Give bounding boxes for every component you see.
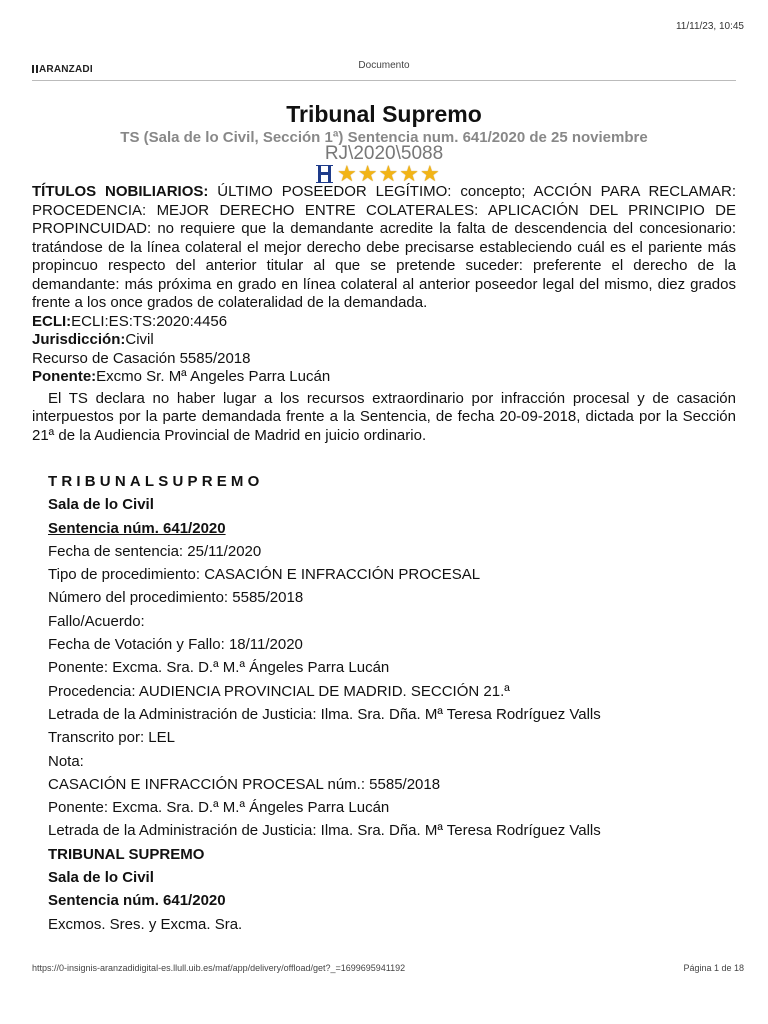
sentencia-heading: Sentencia núm. 641/2020 xyxy=(48,519,226,537)
sala-heading: Sala de lo Civil xyxy=(48,496,154,514)
sala-heading-2: Sala de lo Civil xyxy=(48,869,154,887)
court-heading xyxy=(48,470,748,493)
print-timestamp: 11/11/23, 10:45 xyxy=(675,21,744,32)
casacion-row: CASACIÓN E INFRACCIÓN PROCESAL núm.: 5585/2018 xyxy=(48,775,441,793)
h-icon xyxy=(316,165,333,183)
ecli-line xyxy=(32,313,736,332)
jurisdiccion-label: Jurisdicción: xyxy=(32,331,126,348)
reference-number: RJ\2020\5088 xyxy=(324,143,444,164)
document-summary-section xyxy=(32,183,736,445)
ponente-row-2: Ponente: Excma. Sra. D.ª M.ª Ángeles Parra Lucán xyxy=(48,799,390,817)
procedencia-row: Procedencia: AUDIENCIA PROVINCIAL DE MADRID. SECCIÓN 21.ª xyxy=(48,682,510,700)
magistrados-row: Excmos. Sres. y Excma. Sra. xyxy=(48,915,243,933)
ponente-line xyxy=(32,368,736,387)
page-title: Tribunal Supremo xyxy=(286,101,482,127)
ponente-value: Excmo Sr. Mª Angeles Parra Lucán xyxy=(96,368,331,385)
court-spaced: TRIBUNALSUPREMO xyxy=(48,473,264,490)
star-icon: ★ xyxy=(399,161,419,186)
sentencia-heading-2: Sentencia núm. 641/2020 xyxy=(48,892,226,910)
star-icon: ★ xyxy=(337,161,357,186)
star-icon: ★ xyxy=(378,161,399,186)
nota-row: Nota: xyxy=(48,752,84,770)
star-icon: ★ xyxy=(419,161,440,186)
footer-url: https://0-insignis-aranzadidigital-es.llull.uib.es/maf/app/delivery/offload/get?_=1699695941192 xyxy=(32,963,406,973)
court-heading-2: TRIBUNAL SUPREMO xyxy=(48,845,205,863)
transcrito-row: Transcrito por: LEL xyxy=(48,729,175,747)
ponente-row: Ponente: Excma. Sra. D.ª M.ª Ángeles Parra Lucán xyxy=(48,659,390,677)
logo-text: ARANZADI xyxy=(39,64,93,75)
jurisdiccion-line xyxy=(32,331,736,350)
abstract-paragraph: El TS declara no haber lugar a los recursos extraordinario por infracción procesal y de casación interpuestos por la parte demandada frente a la Sentencia, de fecha 20-09-2018, dictada por la Sección 21ª de la Audiencia Provincial de Madrid en juicio ordinario. xyxy=(32,389,736,444)
numero-procedimiento: Número del procedimiento: 5585/2018 xyxy=(48,589,304,607)
fecha-votacion: Fecha de Votación y Fallo: 18/11/2020 xyxy=(48,636,303,654)
jurisdiccion-value: Civil xyxy=(125,331,154,348)
ponente-label: Ponente: xyxy=(32,368,97,385)
document-header xyxy=(32,58,736,81)
tipo-procedimiento: Tipo de procedimiento: CASACIÓN E INFRACCIÓN PROCESAL xyxy=(48,566,481,584)
ecli-value: ECLI:ES:TS:2020:4456 xyxy=(71,312,228,330)
page-number: Página 1 de 18 xyxy=(683,963,744,973)
fecha-sentencia: Fecha de sentencia: 25/11/2020 xyxy=(48,542,262,560)
letrada-row-2: Letrada de la Administración de Justicia: Ilma. Sra. Dña. Mª Teresa Rodríguez Valls xyxy=(48,822,601,840)
summary-paragraph xyxy=(32,183,736,313)
summary-text: ÚLTIMO POSEEDOR LEGÍTIMO: concepto; ACCIÓN PARA RECLAMAR: PROCEDENCIA: MEJOR DERECHO ENTRE COLATERALES: APLICACIÓN DEL PRINCIPIO DE PROPINCUIDAD: no requiere que la demandante acredite la falta de descendencia del concesionario: tratándose de la línea colateral el mejor derecho debe precisarse estableciendo cuál es el pariente más propincuo respecto del anterior titular al que se pretende suceder: preferente el derecho de la demandante: más próxima en grado en línea colateral al anterior poseedor legal del mismo, diez grados frente a los once grados de colateralidad de la demandada. xyxy=(32,183,736,311)
star-icon: ★ xyxy=(357,161,378,186)
summary-label: TÍTULOS NOBILIARIOS: xyxy=(32,183,209,200)
relevance-rating xyxy=(316,161,440,186)
judgment-body xyxy=(48,470,748,936)
recurso-line: Recurso de Casación 5585/2018 xyxy=(32,349,251,367)
fallo-acuerdo: Fallo/Acuerdo: xyxy=(48,612,145,630)
document-label: Documento xyxy=(358,60,410,71)
page-subtitle: TS (Sala de lo Civil, Sección 1ª) Sentencia num. 641/2020 de 25 noviembre xyxy=(120,129,648,146)
ecli-label: ECLI: xyxy=(32,312,72,330)
letrada-row: Letrada de la Administración de Justicia: Ilma. Sra. Dña. Mª Teresa Rodríguez Valls xyxy=(48,705,601,723)
